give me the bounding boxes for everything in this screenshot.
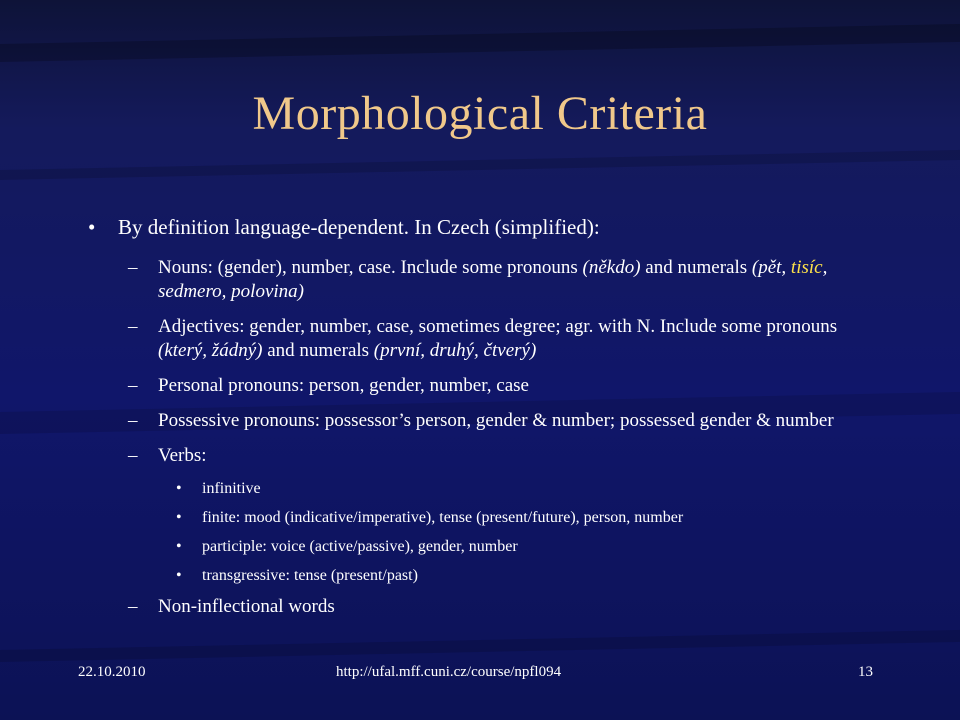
sub-item-adjectives bbox=[88, 315, 888, 363]
verbs-text: Verbs: bbox=[158, 445, 207, 466]
adjectives-mid-text: and numerals bbox=[262, 340, 374, 361]
dash-icon: – bbox=[128, 410, 138, 431]
non-inflectional-text: Non-inflectional words bbox=[158, 596, 335, 617]
nouns-mid-text: and numerals bbox=[640, 257, 752, 278]
sub-item-possessive-pronouns bbox=[88, 409, 888, 433]
verbs-item-text: infinitive bbox=[202, 480, 261, 497]
verbs-item bbox=[88, 508, 888, 528]
possessive-pronouns-text: Possessive pronouns: possessor’s person, gender & number; possessed gender & number bbox=[158, 410, 834, 431]
sub-item-verbs bbox=[88, 444, 888, 468]
slide-title: Morphological Criteria bbox=[252, 87, 708, 140]
sub-item-personal-pronouns bbox=[88, 374, 888, 398]
bullet-icon: • bbox=[176, 567, 182, 584]
bullet-icon: • bbox=[176, 509, 182, 526]
dash-icon: – bbox=[128, 316, 138, 337]
bullet-icon: • bbox=[176, 480, 182, 497]
nouns-example-numerals-start: (pět, bbox=[751, 257, 791, 278]
verbs-item bbox=[88, 479, 888, 499]
dash-icon: – bbox=[128, 257, 138, 278]
adjectives-example-pronouns: (který, žádný) bbox=[158, 340, 263, 361]
background-stripe bbox=[0, 23, 960, 63]
slide-number: 13 bbox=[858, 664, 873, 680]
adjectives-text: Adjectives: gender, number, case, sometimes degree; agr. with N. Include some pronouns bbox=[158, 316, 838, 337]
background-stripe bbox=[0, 629, 960, 663]
nouns-example-numerals-end: , sedmero, polovina) bbox=[158, 257, 828, 302]
background-stripe bbox=[0, 149, 960, 181]
dash-icon: – bbox=[128, 375, 138, 396]
dash-icon: – bbox=[128, 445, 138, 466]
verbs-item-text: transgressive: tense (present/past) bbox=[202, 567, 418, 584]
adjectives-example-numerals: (první, druhý, čtverý) bbox=[373, 340, 537, 361]
bullet-main bbox=[88, 214, 888, 240]
slide-content bbox=[88, 214, 888, 630]
sub-item-nouns bbox=[88, 256, 888, 304]
verbs-item-text: finite: mood (indicative/imperative), tense (present/future), person, number bbox=[202, 509, 684, 526]
footer-url: http://ufal.mff.cuni.cz/course/npfl094 bbox=[336, 664, 562, 680]
nouns-example-pronoun: (někdo) bbox=[582, 257, 641, 278]
sub-item-non-inflectional bbox=[88, 595, 888, 619]
personal-pronouns-text: Personal pronouns: person, gender, number, case bbox=[158, 375, 529, 396]
verbs-item-text: participle: voice (active/passive), gender, number bbox=[202, 538, 518, 555]
verbs-item bbox=[88, 566, 888, 586]
footer-date: 22.10.2010 bbox=[78, 664, 146, 680]
bullet-main-text: By definition language-dependent. In Czech (simplified): bbox=[118, 215, 600, 239]
nouns-highlighted-word: tisíc bbox=[790, 257, 823, 278]
verbs-item bbox=[88, 537, 888, 557]
bullet-icon: • bbox=[176, 538, 182, 555]
bullet-icon: • bbox=[88, 215, 96, 239]
nouns-text: Nouns: (gender), number, case. Include some pronouns bbox=[158, 257, 583, 278]
dash-icon: – bbox=[128, 596, 138, 617]
